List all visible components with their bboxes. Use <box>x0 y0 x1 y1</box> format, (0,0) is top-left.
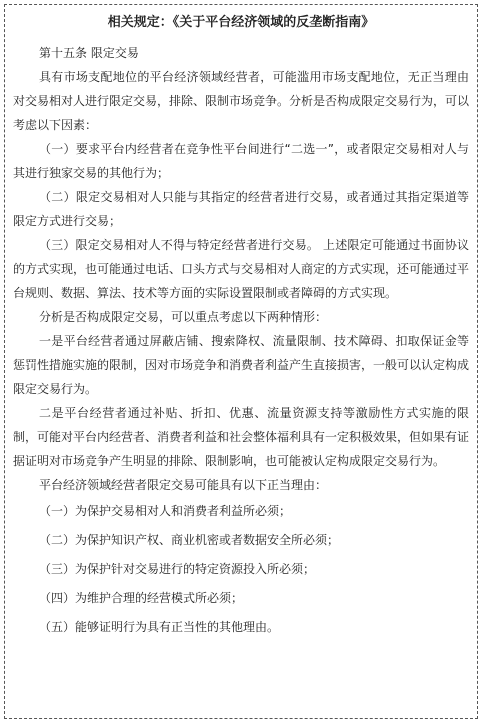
article-heading: 第十五条 限定交易 <box>39 46 139 60</box>
justification-4: （四）为维护合理的经营模式所必须； <box>39 591 244 605</box>
factor-3: （三）限定交易相对人不得与特定经营者进行交易。 上述限定可能通过书面协议的方式实现，也可能通过电话、口头方式与交易相对人商定的方式实现，还可能通过平台规则、数据、算法、技术等方面的实际设置限制或者障碍的方式实现。 <box>13 238 470 300</box>
justification-5: （五）能够证明行为具有正当性的其他理由。 <box>39 620 280 634</box>
justification-1: （一）为保护交易相对人和消费者利益所必须； <box>39 504 292 518</box>
paragraph-intro: 具有市场支配地位的平台经济领域经营者，可能滥用市场支配地位，无正当理由对交易相对人进行限定交易，排除、限制市场竞争。分析是否构成限定交易行为，可以考虑以下因素： <box>13 70 470 132</box>
situation-1: 一是平台经营者通过屏蔽店铺、搜索降权、流量限制、技术障碍、扣取保证金等惩罚性措施实施的限制，因对市场竞争和消费者利益产生直接损害，一般可以认定构成限定交易行为。 <box>13 334 470 396</box>
situation-2: 二是平台经营者通过补贴、折扣、优惠、流量资源支持等激励性方式实施的限制，可能对平台内经营者、消费者利益和社会整体福利具有一定积极效果，但如果有证据证明对市场竞争产生明显的排除、限制影响，也可能被认定构成限定交易行为。 <box>13 406 470 468</box>
document-title: 相关规定：《关于平台经济领域的反垄断指南》 <box>107 15 375 30</box>
factor-2: （二）限定交易相对人只能与其指定的经营者进行交易，或者通过其指定渠道等限定方式进行交易； <box>13 190 469 228</box>
document-frame <box>4 4 478 719</box>
justification-2: （二）为保护知识产权、商业机密或者数据安全所必须； <box>39 533 340 547</box>
paragraph-analysis: 分析是否构成限定交易，可以重点考虑以下两种情形： <box>39 310 328 324</box>
factor-1: （一）要求平台内经营者在竞争性平台间进行“二选一”，或者限定交易相对人与其进行独家交易的其他行为； <box>13 142 469 180</box>
justification-3: （三）为保护针对交易进行的特定资源投入所必须； <box>39 562 316 576</box>
justification-heading: 平台经济领域经营者限定交易可能具有以下正当理由： <box>39 478 328 492</box>
